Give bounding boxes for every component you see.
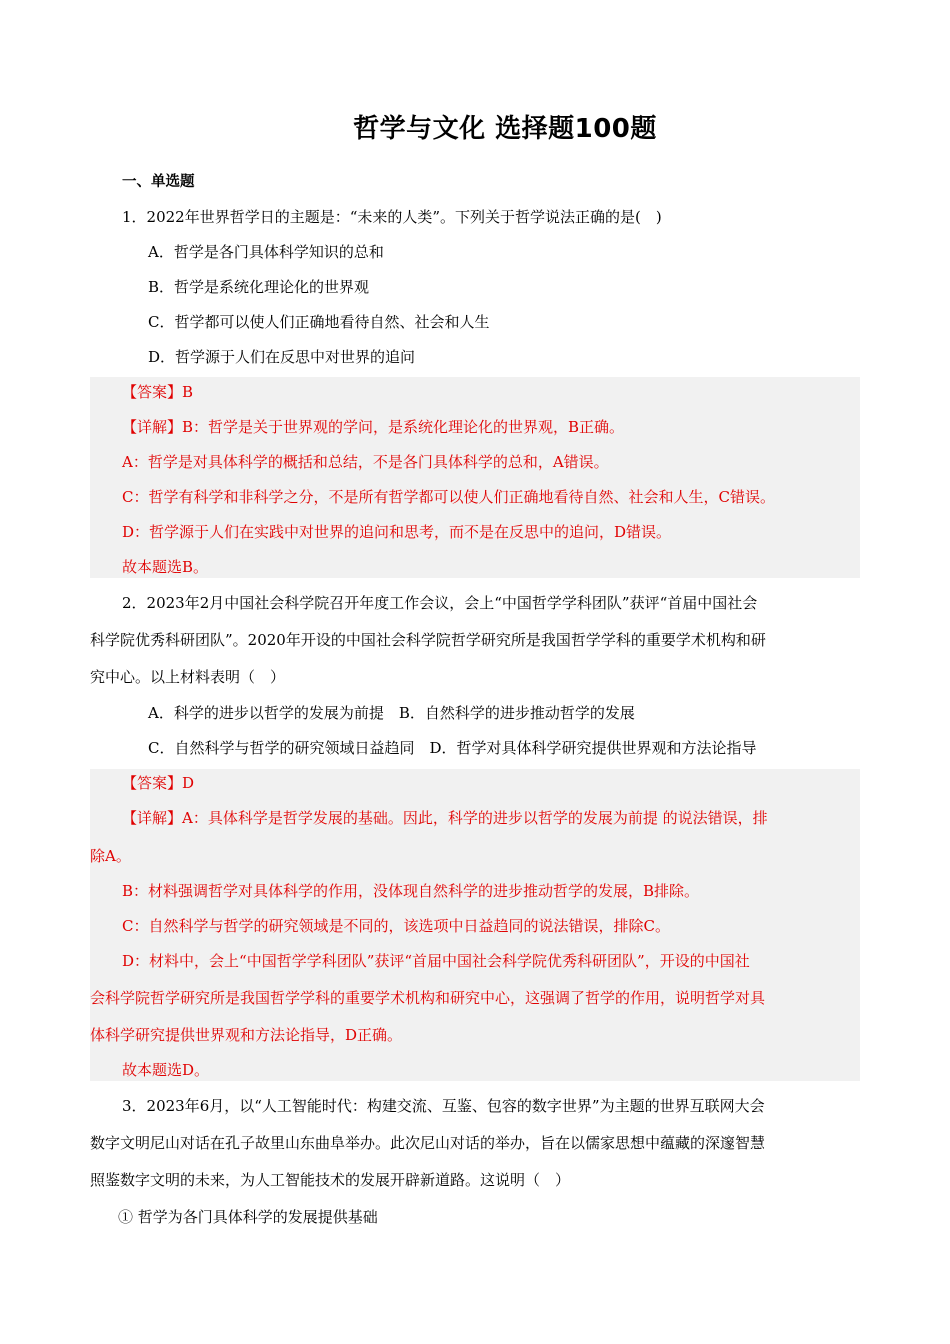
question-3-stem: 数字文明尼山对话在孔子故里山东曲阜举办。此次尼山对话的举办，旨在以儒家思想中蕴藏的深邃智慧 xyxy=(90,1134,766,1152)
question-2-explanation-line: 体科学研究提供世界观和方法论指导，D正确。 xyxy=(90,1026,403,1044)
question-3-stem: 照鉴数字文明的未来，为人工智能技术的发展开辟新道路。这说明（ ） xyxy=(90,1171,571,1189)
question-2-stem: 究中心。以上材料表明（ ） xyxy=(90,668,286,686)
question-1-explanation-line: 故本题选B。 xyxy=(122,558,209,576)
question-2-explanation-line: 除A。 xyxy=(90,847,131,865)
question-1-explanation-line: 【详解】B：哲学是关于世界观的学问，是系统化理论化的世界观，B正确。 xyxy=(122,418,625,436)
answer-box-1 xyxy=(90,377,860,578)
question-1-explanation-line: C：哲学有科学和非科学之分，不是所有哲学都可以使人们正确地看待自然、社会和人生，C错误。 xyxy=(122,488,775,506)
question-2-explanation-line: B：材料强调哲学对具体科学的作用，没体现自然科学的进步推动哲学的发展，B排除。 xyxy=(122,882,700,900)
question-1-option-c: C．哲学都可以使人们正确地看待自然、社会和人生 xyxy=(148,313,490,331)
question-1-option-a: A．哲学是各门具体科学知识的总和 xyxy=(148,243,384,261)
question-1-explanation-line: A：哲学是对具体科学的概括和总结，不是各门具体科学的总和，A错误。 xyxy=(122,453,609,471)
question-2-explanation-line: 故本题选D。 xyxy=(122,1061,210,1079)
question-2-options-cd: C．自然科学与哲学的研究领域日益趋同 D．哲学对具体科学研究提供世界观和方法论指导 xyxy=(148,739,757,757)
question-2-explanation-line: D：材料中，会上“中国哲学学科团队”获评“首届中国社会科学院优秀科研团队”，开设的中国社 xyxy=(122,952,750,970)
question-3-stem: 3．2023年6月，以“人工智能时代：构建交流、互鉴、包容的数字世界”为主题的世界互联网大会 xyxy=(122,1097,765,1115)
question-2-stem: 科学院优秀科研团队”。2020年开设的中国社会科学院哲学研究所是我国哲学学科的重要学术机构和研 xyxy=(90,631,766,649)
question-2-stem: 2．2023年2月中国社会科学院召开年度工作会议，会上“中国哲学学科团队”获评“首届中国社会 xyxy=(122,594,758,612)
question-2-explanation-line: 会科学院哲学研究所是我国哲学学科的重要学术机构和研究中心，这强调了哲学的作用，说明哲学对具 xyxy=(90,989,766,1007)
question-1-explanation-line: D：哲学源于人们在实践中对世界的追问和思考，而不是在反思中的追问，D错误。 xyxy=(122,523,672,541)
question-1-answer: 【答案】B xyxy=(122,383,194,401)
section-heading: 一、单选题 xyxy=(122,174,195,190)
question-2-options-ab: A．科学的进步以哲学的发展为前提 B．自然科学的进步推动哲学的发展 xyxy=(148,704,635,722)
question-2-explanation-line: 【详解】A：具体科学是哲学发展的基础。因此，科学的进步以哲学的发展为前提 的说法错误，排 xyxy=(122,809,768,827)
question-3-item-1: ① 哲学为各门具体科学的发展提供基础 xyxy=(118,1208,378,1226)
question-1-stem: 1．2022年世界哲学日的主题是：“未来的人类”。下列关于哲学说法正确的是( ) xyxy=(122,208,662,226)
question-1-option-d: D．哲学源于人们在反思中对世界的追问 xyxy=(148,348,416,366)
question-1-option-b: B．哲学是系统化理论化的世界观 xyxy=(148,278,370,296)
question-2-answer: 【答案】D xyxy=(122,774,195,792)
document-title: 哲学与文化 选择题100题 xyxy=(353,114,657,144)
question-2-explanation-line: C：自然科学与哲学的研究领域是不同的，该选项中日益趋同的说法错误，排除C。 xyxy=(122,917,670,935)
